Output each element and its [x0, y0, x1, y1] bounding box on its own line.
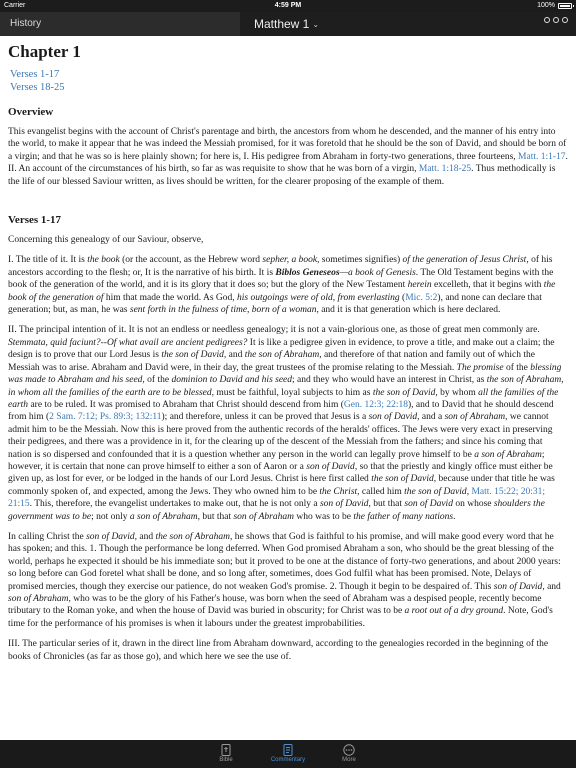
commentary-content[interactable] [0, 36, 576, 740]
scripture-link[interactable]: 2 Sam. 7:12; Ps. 89:3; 132:11 [49, 412, 162, 423]
commentary-paragraph-4: III. The particular series of it, drawn in the direct line from Abraham downward, according to the genealogies recorded in the beginning of the books of Chronicles (as far as those go), and which here we see the use of. [8, 639, 549, 662]
commentary-paragraph-2: II. The principal intention of it. It is not an endless or needless genealogy; it is not a vain-glorious one, as those of great men commonly are. Stemmata, quid faciunt?--Of what avail are ancient pedigrees? It is like a pedigree given in evidence, to prove a title, and make out a claim; the design is to prove that our Lord Jesus is the son of David, and the son of Abraham, and therefore of that nation and family out of which the Messiah was to arise. Abraham and David were, in their day, the great trustees of the promise relating to the Messiah. The promise of the blessing was made to Abraham and his seed, of the dominion to David and his seed; and they who would have an interest in Christ, as the son of Abraham, in whom all the families of the earth are to be blessed, must be faithful, loyal subjects to him as the son of David, by whom all the families of the earth are to be ruled. It was promised to Abraham that Christ should descend from him (Gen. 12:3; 22:18), and to David that he should descend from him (2 Sam. 7:12; Ps. 89:3; 132:11); and therefore, unless it can be proved that Jesus is a son of David, and a son of Abraham, we cannot admit him to be the Messiah. Now this is here proved from the authentic records of the heralds' offices. The Jews were very exact in preserving their pedigrees, and there was a providence in it, for the clearing up of the descent of the Messiah from the fathers; and since his coming that nation is so dispersed and confounded that it is a question whether any person in the world can legally prove himself to be a son of Abraham; however, it is certain that none can prove himself to either a son of Aaron or a son of David, so that the priestly and kingly office must either be given up, as lost for ever, or be lodged in the hands of our Lord Jesus. Christ is here first called the son of David, because under that title he was commonly spoken of, and expected, among the Jews. They who owned him to be the Christ, called him the son of David, Matt. 15:22; 20:31; 21:15. This, therefore, the evangelist undertakes to make out, that he is not only a son of David, but that son of David on whose shoulders the government was to be; not only a son of Abraham, but that son of Abraham who was to be the father of many nations. [8, 325, 564, 522]
more-dots-icon [342, 744, 356, 756]
section-heading-verses-1-17: Verses 1-17 [8, 214, 62, 227]
overview-paragraph: This evangelist begins with the account of Christ's parentage and birth, the ancestors from whom he descended, and the manner of his entry into the world, to make it appear that he was indeed the Messiah promised, for it was foretold that he should be the son of David, and should be born of a virgin; and that he was so is here plainly shown; for here is, I. His pedigree from Abraham in forty-two generations, three fourteens, Matt. 1:1-17. II. An account of the circumstances of his birth, so far as was requisite to show that he was born of a virgin, Matt. 1:18-25. Thus methodically is the life of our blessed Saviour written, as lives should be written, for the clearer proposing of the example of them. [8, 127, 568, 187]
commentary-paragraph-1: I. The title of it. It is the book (or the account, as the Hebrew word sepher, a book, sometimes signifies) of the generation of Jesus Christ, of his ancestors according to the flesh; or, It is the narrative of his birth. It is Biblos Geneseos—a book of Genesis. The Old Testament begins with the book of the generation of the world, and it is its glory that it does so; but the glory of the New Testament herein excelleth, that it begins with the book of the generation of him that made the world. As God, his outgoings were of old, from everlasting (Mic. 5:2), and none can declare that generation; but, as man, he was sent forth in the fulness of time, born of a woman, and it is that generation which is here declared. [8, 255, 556, 316]
overview-heading: Overview [8, 106, 54, 118]
commentary-book-icon [283, 744, 293, 756]
chevron-down-icon: ⌄ [312, 19, 320, 29]
battery-status [537, 2, 572, 9]
tab-more-label: More [342, 757, 356, 763]
scripture-link[interactable]: Matt. 1:18-25 [418, 164, 472, 175]
tab-bar [0, 740, 576, 768]
dot-icon [553, 17, 559, 23]
nav-left-panel [0, 12, 240, 36]
tab-bible-label: Bible [219, 757, 233, 763]
tab-commentary-label: Commentary [270, 757, 306, 763]
book-chapter-selector[interactable] [254, 17, 319, 31]
tab-bible[interactable] [196, 740, 256, 768]
toc-link-verses-1-17[interactable]: Verses 1-17 [10, 69, 60, 80]
verse-index [8, 68, 568, 94]
bible-book-icon [221, 744, 231, 756]
scripture-link[interactable]: Gen. 12:3; 22:18 [343, 399, 408, 410]
scripture-link[interactable]: Matt. 15:22; 20:31; 21:15 [8, 486, 546, 510]
scripture-link[interactable]: Matt. 1:1-17 [518, 151, 566, 162]
nav-title-label: Matthew 1 [254, 17, 310, 31]
carrier-label: Carrier [4, 2, 26, 9]
toc-link-verses-18-25[interactable]: Verses 18-25 [10, 82, 65, 93]
scripture-link[interactable]: Mic. 5:2 [405, 292, 438, 303]
clock: 4:59 PM [274, 2, 302, 9]
tab-more[interactable] [319, 740, 379, 768]
more-options-button[interactable] [544, 17, 568, 23]
battery-percent: 100% [537, 2, 555, 9]
battery-icon [558, 3, 572, 9]
status-bar [0, 0, 576, 12]
intro-paragraph: Concerning this genealogy of our Saviour, observe, [8, 235, 204, 246]
dot-icon [562, 17, 568, 23]
dot-icon [544, 17, 550, 23]
commentary-paragraph-3: In calling Christ the son of David, and the son of Abraham, he shows that God is faithful to his promise, and will make good every word that he has spoken; and this. 1. Though the performance be long deferred. When God promised Abraham a son, who should be the great blessing of the world, perhaps he expected it should be his immediate son; but it proved to be one at the distance of forty-two generations, and about 2000 years: so long before can God foretel what shall be done, and so long after, sometimes, does God fulfil what has been promised. Note, Delays of promised mercies, though they exercise our patience, do not weaken God's promise. 2. Though it begin to be despaired of. This son of David, and son of Abraham, who was to be the glory of his Father's house, was born when the seed of Abraham was a despised people, recently become tributary to the Roman yoke, and when the house of David was buried in obscurity; for Christ was to be a root out of a dry ground. Note, God's time for the performance of his promises is when it labours under the greatest improbabilities. [8, 531, 561, 629]
tab-commentary[interactable] [258, 740, 318, 768]
navigation-bar [0, 12, 576, 36]
chapter-title: Chapter 1 [8, 42, 81, 61]
history-button[interactable]: History [10, 18, 42, 29]
